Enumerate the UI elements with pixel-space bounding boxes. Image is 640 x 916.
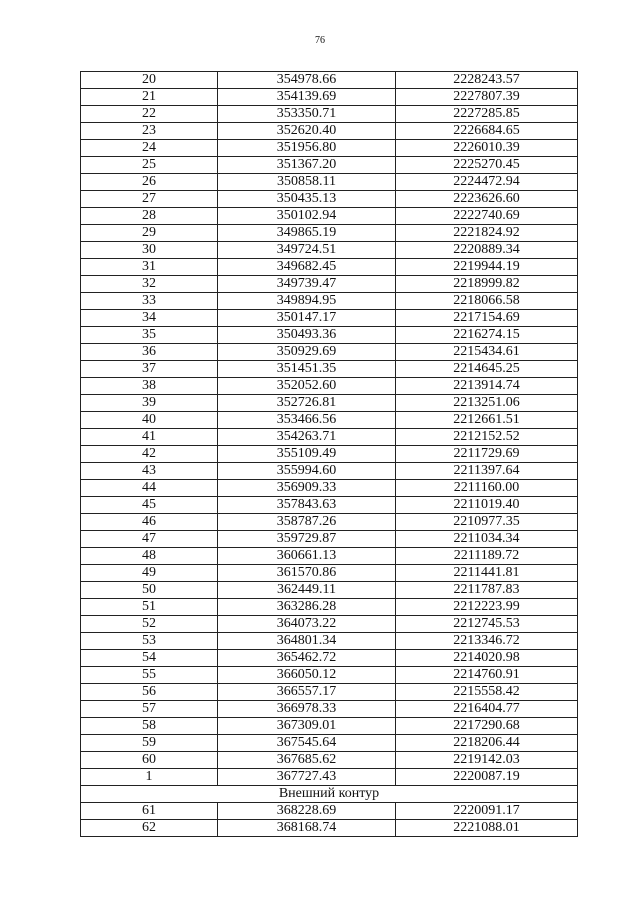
x-coordinate: 349682.45 (218, 259, 396, 276)
table-row (81, 514, 578, 531)
table-row (81, 225, 578, 242)
x-coordinate: 354978.66 (218, 72, 396, 89)
point-number: 25 (81, 157, 218, 174)
y-coordinate: 2213346.72 (396, 633, 578, 650)
y-coordinate: 2217290.68 (396, 718, 578, 735)
x-coordinate: 367685.62 (218, 752, 396, 769)
x-coordinate: 363286.28 (218, 599, 396, 616)
point-number: 26 (81, 174, 218, 191)
table-row (81, 616, 578, 633)
x-coordinate: 366557.17 (218, 684, 396, 701)
x-coordinate: 367309.01 (218, 718, 396, 735)
y-coordinate: 2212745.53 (396, 616, 578, 633)
table-row (81, 174, 578, 191)
y-coordinate: 2218206.44 (396, 735, 578, 752)
point-number: 59 (81, 735, 218, 752)
y-coordinate: 2211019.40 (396, 497, 578, 514)
x-coordinate: 352052.60 (218, 378, 396, 395)
y-coordinate: 2222740.69 (396, 208, 578, 225)
y-coordinate: 2215558.42 (396, 684, 578, 701)
point-number: 36 (81, 344, 218, 361)
table-row (81, 582, 578, 599)
table-row (81, 531, 578, 548)
point-number: 53 (81, 633, 218, 650)
y-coordinate: 2225270.45 (396, 157, 578, 174)
x-coordinate: 368228.69 (218, 803, 396, 820)
point-number: 37 (81, 361, 218, 378)
y-coordinate: 2221824.92 (396, 225, 578, 242)
y-coordinate: 2216404.77 (396, 701, 578, 718)
x-coordinate: 350929.69 (218, 344, 396, 361)
x-coordinate: 351451.35 (218, 361, 396, 378)
point-number: 56 (81, 684, 218, 701)
point-number: 51 (81, 599, 218, 616)
y-coordinate: 2214020.98 (396, 650, 578, 667)
y-coordinate: 2211441.81 (396, 565, 578, 582)
x-coordinate: 350493.36 (218, 327, 396, 344)
outer-contour-rows (81, 803, 578, 837)
point-number: 47 (81, 531, 218, 548)
x-coordinate: 350147.17 (218, 310, 396, 327)
x-coordinate: 353466.56 (218, 412, 396, 429)
y-coordinate: 2220091.17 (396, 803, 578, 820)
x-coordinate: 368168.74 (218, 820, 396, 837)
x-coordinate: 358787.26 (218, 514, 396, 531)
point-number: 50 (81, 582, 218, 599)
point-number: 29 (81, 225, 218, 242)
x-coordinate: 349894.95 (218, 293, 396, 310)
y-coordinate: 2217154.69 (396, 310, 578, 327)
table-row (81, 446, 578, 463)
y-coordinate: 2218066.58 (396, 293, 578, 310)
x-coordinate: 353350.71 (218, 106, 396, 123)
point-number: 54 (81, 650, 218, 667)
table-row (81, 820, 578, 837)
y-coordinate: 2216274.15 (396, 327, 578, 344)
x-coordinate: 364073.22 (218, 616, 396, 633)
table-row (81, 242, 578, 259)
table-row (81, 327, 578, 344)
point-number: 33 (81, 293, 218, 310)
point-number: 40 (81, 412, 218, 429)
y-coordinate: 2224472.94 (396, 174, 578, 191)
x-coordinate: 349739.47 (218, 276, 396, 293)
table-row (81, 497, 578, 514)
point-number: 28 (81, 208, 218, 225)
table-row (81, 140, 578, 157)
y-coordinate: 2221088.01 (396, 820, 578, 837)
x-coordinate: 354263.71 (218, 429, 396, 446)
point-number: 48 (81, 548, 218, 565)
x-coordinate: 366050.12 (218, 667, 396, 684)
y-coordinate: 2219944.19 (396, 259, 578, 276)
point-number: 60 (81, 752, 218, 769)
table-row (81, 412, 578, 429)
point-number: 44 (81, 480, 218, 497)
table-row (81, 650, 578, 667)
x-coordinate: 350435.13 (218, 191, 396, 208)
table-row (81, 191, 578, 208)
section-row (81, 786, 578, 803)
x-coordinate: 366978.33 (218, 701, 396, 718)
table-row (81, 565, 578, 582)
y-coordinate: 2213914.74 (396, 378, 578, 395)
y-coordinate: 2212152.52 (396, 429, 578, 446)
y-coordinate: 2223626.60 (396, 191, 578, 208)
x-coordinate: 367727.43 (218, 769, 396, 786)
x-coordinate: 362449.11 (218, 582, 396, 599)
x-coordinate: 351956.80 (218, 140, 396, 157)
point-number: 35 (81, 327, 218, 344)
y-coordinate: 2219142.03 (396, 752, 578, 769)
y-coordinate: 2211160.00 (396, 480, 578, 497)
point-number: 1 (81, 769, 218, 786)
table-row (81, 123, 578, 140)
table-row (81, 157, 578, 174)
y-coordinate: 2212223.99 (396, 599, 578, 616)
table-row (81, 208, 578, 225)
x-coordinate: 354139.69 (218, 89, 396, 106)
table-row (81, 463, 578, 480)
point-number: 34 (81, 310, 218, 327)
y-coordinate: 2215434.61 (396, 344, 578, 361)
point-number: 58 (81, 718, 218, 735)
point-number: 61 (81, 803, 218, 820)
point-number: 43 (81, 463, 218, 480)
x-coordinate: 352726.81 (218, 395, 396, 412)
point-number: 22 (81, 106, 218, 123)
y-coordinate: 2228243.57 (396, 72, 578, 89)
y-coordinate: 2220087.19 (396, 769, 578, 786)
table-row (81, 735, 578, 752)
point-number: 62 (81, 820, 218, 837)
x-coordinate: 355109.49 (218, 446, 396, 463)
table-row (81, 769, 578, 786)
table-row (81, 293, 578, 310)
y-coordinate: 2211787.83 (396, 582, 578, 599)
point-number: 41 (81, 429, 218, 446)
x-coordinate: 364801.34 (218, 633, 396, 650)
y-coordinate: 2211397.64 (396, 463, 578, 480)
table-row (81, 429, 578, 446)
x-coordinate: 352620.40 (218, 123, 396, 140)
y-coordinate: 2210977.35 (396, 514, 578, 531)
x-coordinate: 359729.87 (218, 531, 396, 548)
table-row (81, 310, 578, 327)
y-coordinate: 2220889.34 (396, 242, 578, 259)
y-coordinate: 2227807.39 (396, 89, 578, 106)
table-row (81, 361, 578, 378)
y-coordinate: 2214645.25 (396, 361, 578, 378)
point-number: 31 (81, 259, 218, 276)
point-number: 21 (81, 89, 218, 106)
x-coordinate: 360661.13 (218, 548, 396, 565)
x-coordinate: 350858.11 (218, 174, 396, 191)
point-number: 38 (81, 378, 218, 395)
table-row (81, 344, 578, 361)
point-number: 20 (81, 72, 218, 89)
table-row (81, 548, 578, 565)
x-coordinate: 349724.51 (218, 242, 396, 259)
y-coordinate: 2226010.39 (396, 140, 578, 157)
table-row (81, 752, 578, 769)
y-coordinate: 2211729.69 (396, 446, 578, 463)
point-number: 30 (81, 242, 218, 259)
table-row (81, 667, 578, 684)
point-number: 24 (81, 140, 218, 157)
point-number: 55 (81, 667, 218, 684)
table-row (81, 259, 578, 276)
section-heading: Внешний контур (81, 786, 578, 803)
x-coordinate: 356909.33 (218, 480, 396, 497)
x-coordinate: 351367.20 (218, 157, 396, 174)
table-row (81, 684, 578, 701)
table-row (81, 701, 578, 718)
point-number: 32 (81, 276, 218, 293)
x-coordinate: 357843.63 (218, 497, 396, 514)
y-coordinate: 2218999.82 (396, 276, 578, 293)
coordinates-rows (81, 72, 578, 786)
x-coordinate: 349865.19 (218, 225, 396, 242)
point-number: 23 (81, 123, 218, 140)
point-number: 46 (81, 514, 218, 531)
point-number: 42 (81, 446, 218, 463)
page-number: 76 (315, 35, 325, 46)
y-coordinate: 2226684.65 (396, 123, 578, 140)
y-coordinate: 2212661.51 (396, 412, 578, 429)
point-number: 39 (81, 395, 218, 412)
table-row (81, 276, 578, 293)
table-row (81, 72, 578, 89)
table-row (81, 106, 578, 123)
table-row (81, 89, 578, 106)
y-coordinate: 2214760.91 (396, 667, 578, 684)
table-row (81, 395, 578, 412)
point-number: 27 (81, 191, 218, 208)
table-row (81, 599, 578, 616)
point-number: 45 (81, 497, 218, 514)
y-coordinate: 2211189.72 (396, 548, 578, 565)
x-coordinate: 367545.64 (218, 735, 396, 752)
x-coordinate: 365462.72 (218, 650, 396, 667)
point-number: 49 (81, 565, 218, 582)
y-coordinate: 2211034.34 (396, 531, 578, 548)
table-row (81, 718, 578, 735)
point-number: 52 (81, 616, 218, 633)
x-coordinate: 355994.60 (218, 463, 396, 480)
table-row (81, 480, 578, 497)
coordinates-table (80, 71, 578, 837)
table-row (81, 633, 578, 650)
table-row (81, 803, 578, 820)
x-coordinate: 361570.86 (218, 565, 396, 582)
point-number: 57 (81, 701, 218, 718)
y-coordinate: 2227285.85 (396, 106, 578, 123)
x-coordinate: 350102.94 (218, 208, 396, 225)
table-row (81, 378, 578, 395)
y-coordinate: 2213251.06 (396, 395, 578, 412)
